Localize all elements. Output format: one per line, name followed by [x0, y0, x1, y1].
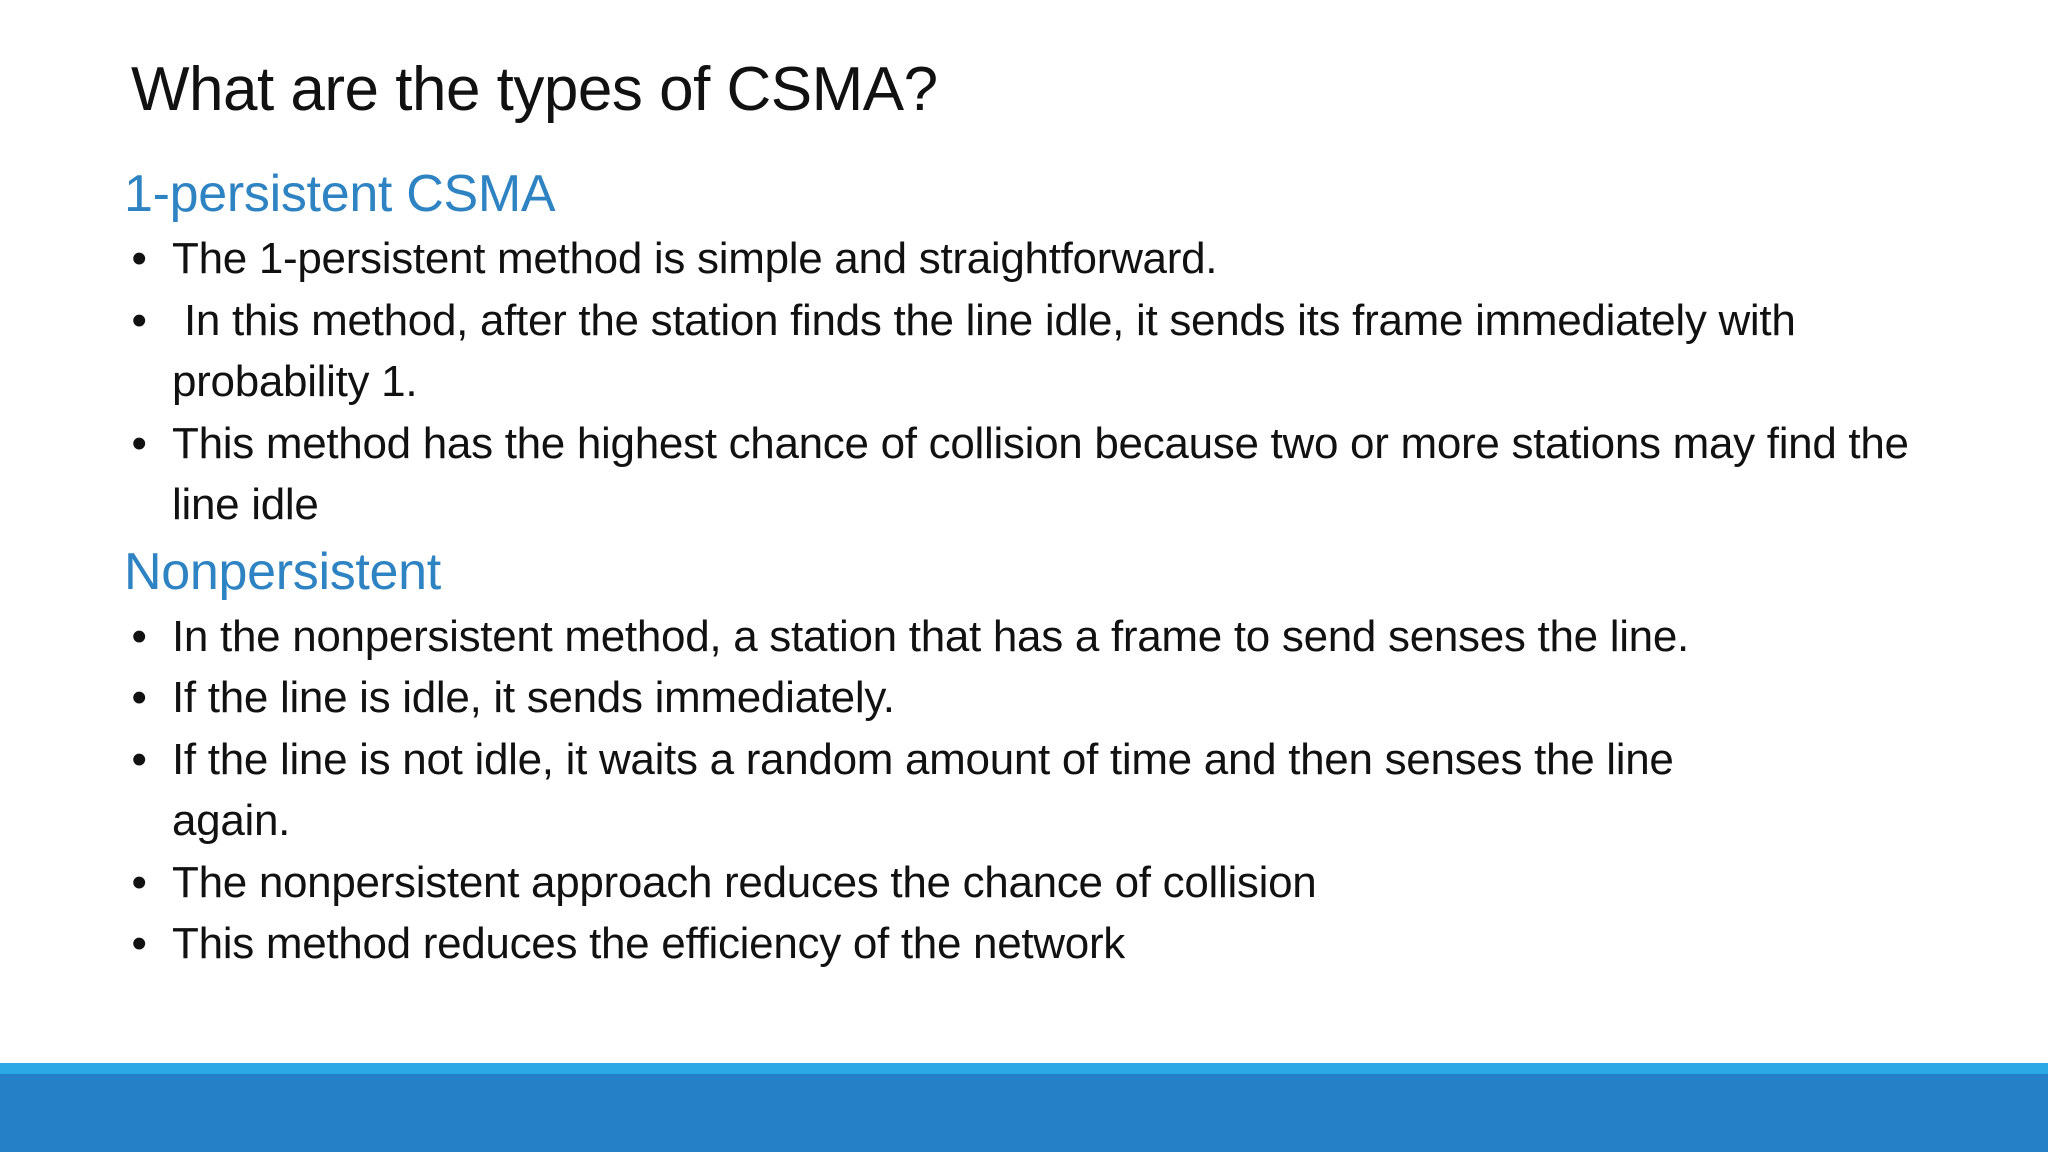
bullet-icon: •: [131, 857, 147, 907]
footer-stripe: [0, 1063, 2048, 1074]
bullet-list-nonpersistent: [124, 606, 1944, 975]
bullet-text: This method has the highest chance of collision because two or more stations may find the line idle: [172, 418, 1909, 529]
bullet-item: [124, 667, 1944, 729]
bullet-item: [124, 852, 1944, 914]
bullet-icon: •: [131, 295, 147, 345]
section-heading-1-persistent: 1-persistent CSMA: [124, 165, 556, 223]
bullet-item: [124, 729, 1944, 852]
bullet-icon: •: [131, 611, 147, 661]
bullet-item: [124, 228, 1944, 290]
bullet-icon: •: [131, 734, 147, 784]
slide-content: [124, 160, 1944, 975]
footer-bar: [0, 1074, 2048, 1152]
bullet-item: [124, 606, 1944, 668]
bullet-icon: •: [131, 234, 147, 283]
bullet-icon: •: [131, 919, 147, 968]
bullet-text: In this method, after the station finds the line idle, it sends its frame immediately with probability 1.: [172, 295, 1808, 406]
section-heading-nonpersistent: Nonpersistent: [124, 542, 441, 601]
bullet-text: The 1-persistent method is simple and straightforward.: [172, 234, 1218, 283]
bullet-list-1-persistent: [124, 228, 1944, 536]
bullet-text: If the line is not idle, it waits a random amount of time and then senses the line again.: [172, 734, 1674, 845]
bullet-text: If the line is idle, it sends immediately.: [172, 673, 895, 722]
bullet-text: This method reduces the efficiency of the network: [172, 919, 1125, 968]
bullet-item: [124, 290, 1944, 413]
bullet-icon: •: [131, 673, 147, 722]
bullet-item: [124, 913, 1944, 975]
bullet-icon: •: [131, 418, 147, 468]
bullet-text: In the nonpersistent method, a station that has a frame to send senses the line.: [172, 611, 1689, 661]
bullet-text: The nonpersistent approach reduces the chance of collision: [172, 857, 1317, 907]
slide-title: What are the types of CSMA?: [131, 55, 938, 124]
bullet-item: [124, 413, 1944, 536]
